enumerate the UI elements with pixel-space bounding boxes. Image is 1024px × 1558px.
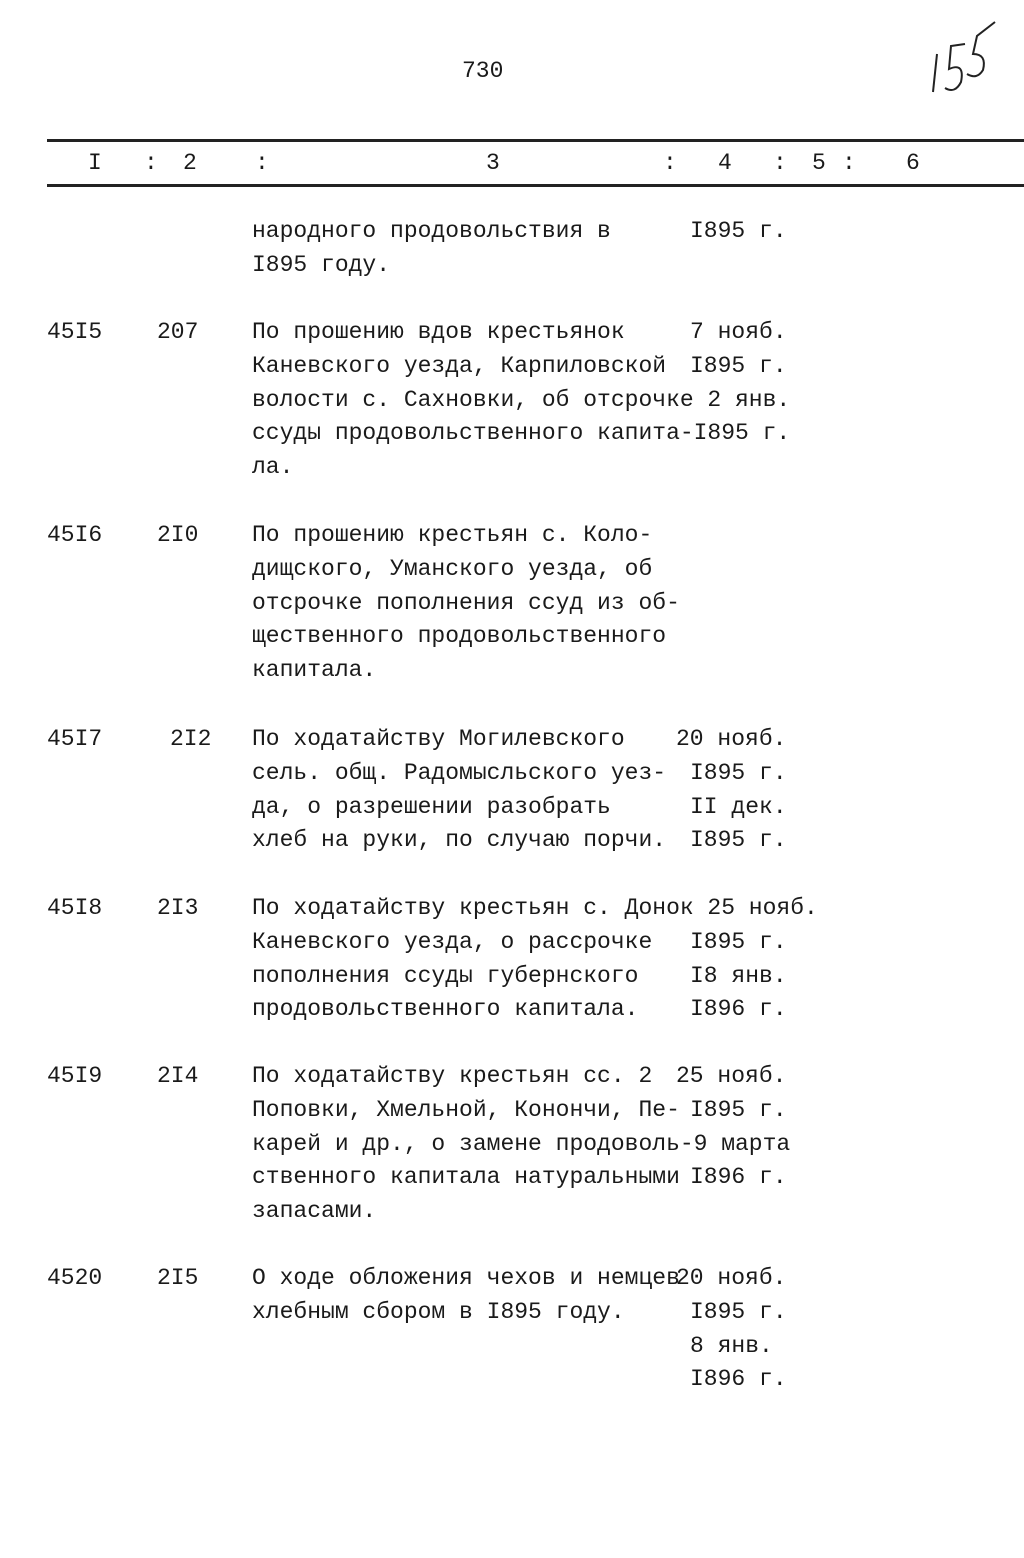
entry-date-line: II дек. xyxy=(690,793,787,820)
column-header-3: 3 xyxy=(486,150,500,176)
entry-date-line: I895 г. xyxy=(690,928,787,955)
entry-code: 2I3 xyxy=(157,895,199,921)
entry-code: 2I0 xyxy=(157,522,199,548)
entry-description-line: щественного продовольственного xyxy=(252,623,667,650)
column-header-1: I xyxy=(88,150,102,176)
entry-description-line: По ходатайству крестьян сс. 2 xyxy=(252,1063,653,1089)
entry-description-line: волости с. Сахновки, об отсрочке xyxy=(252,386,694,413)
entry-date-line: I895 г. xyxy=(690,1096,787,1123)
entry-description-line: ссуды продовольственного капита- xyxy=(252,420,694,447)
page-number: 730 xyxy=(462,58,504,84)
entry-date-line: I895 г. xyxy=(690,827,787,854)
entry-description-line: карей и др., о замене продоволь- xyxy=(252,1130,694,1157)
entry-date-line: 25 нояб. xyxy=(676,1063,787,1089)
entry-date-line: I896 г. xyxy=(690,996,787,1023)
entry-date-line: 20 нояб. xyxy=(676,726,787,752)
entry-description-line: сель. общ. Радомысльского уез- xyxy=(252,759,667,786)
entry-description-line: По прошению вдов крестьянок xyxy=(252,319,625,345)
entry-date-line: I896 г. xyxy=(690,1164,787,1191)
entry-number: 45I6 xyxy=(47,522,103,548)
entry-description-line: Каневского уезда, о рассрочке xyxy=(252,928,653,955)
entry-date-line: I895 г. xyxy=(690,759,787,786)
entry-code: 2I2 xyxy=(170,726,212,752)
column-separator: : xyxy=(255,150,269,176)
column-separator: : xyxy=(663,150,677,176)
entry-description-line: По прошению крестьян с. Коло- xyxy=(252,522,653,548)
entry-date-line: 9 марта xyxy=(693,1130,791,1157)
entry-code: 207 xyxy=(157,319,199,345)
column-header-2: 2 xyxy=(183,150,197,176)
entry-date-line: 25 нояб. xyxy=(707,895,818,921)
entry-description-line: продовольственного капитала. xyxy=(252,996,639,1023)
entry-number: 45I8 xyxy=(47,895,103,921)
entry-date-line: I895 г. xyxy=(690,1298,787,1325)
handwritten-folio-number xyxy=(925,14,1005,101)
entry-number: 45I9 xyxy=(47,1063,103,1089)
entry-date-line: I895 г. xyxy=(690,352,787,379)
entry-number: 45I5 xyxy=(47,319,103,345)
entry-description-line: да, о разрешении разобрать xyxy=(252,793,611,820)
entry-description-line: народного продовольствия в xyxy=(252,218,611,244)
entry-number: 45I7 xyxy=(47,726,103,752)
entry-date-line: I895 г. xyxy=(690,218,787,244)
entry-description-line: дищского, Уманского уезда, об xyxy=(252,555,653,582)
entry-description-line: По ходатайству крестьян с. Донок xyxy=(252,895,694,921)
column-header-6: 6 xyxy=(906,150,920,176)
entry-description-line: Каневского уезда, Карпиловской xyxy=(252,352,667,379)
handwritten-folio-signature xyxy=(925,14,1005,94)
entry-description-line: пополнения ссуды губернского xyxy=(252,962,639,989)
column-separator: : xyxy=(144,150,158,176)
entry-number: 4520 xyxy=(47,1265,103,1291)
entry-date-line: 2 янв. xyxy=(707,386,791,413)
column-header-4: 4 xyxy=(718,150,732,176)
entry-date-line: 7 нояб. xyxy=(690,319,787,345)
entry-date-line: I896 г. xyxy=(690,1366,787,1393)
column-header-5: 5 xyxy=(812,150,826,176)
entry-description-line: ла. xyxy=(252,454,294,481)
entry-description-line: Поповки, Хмельной, Конончи, Пе- xyxy=(252,1096,680,1123)
entry-description-line: хлебным сбором в I895 году. xyxy=(252,1298,625,1325)
column-separator: : xyxy=(773,150,787,176)
entry-description-line: отсрочке пополнения ссуд из об- xyxy=(252,589,680,616)
entry-date-line: 8 янв. xyxy=(690,1332,773,1359)
entry-description-line: О ходе обложения чехов и немцев xyxy=(252,1265,680,1291)
entry-description-line: I895 году. xyxy=(252,251,391,278)
entry-description-line: капитала. xyxy=(252,657,377,684)
header-top-rule xyxy=(47,139,1024,142)
entry-code: 2I4 xyxy=(157,1063,199,1089)
entry-description-line: По ходатайству Могилевского xyxy=(252,726,625,752)
header-bottom-rule xyxy=(47,184,1024,187)
entry-description-line: ственного капитала натуральными xyxy=(252,1164,680,1191)
entry-description-line: запасами. xyxy=(252,1198,377,1225)
entry-description-line: хлеб на руки, по случаю порчи. xyxy=(252,827,667,854)
entry-date-line: 20 нояб. xyxy=(676,1265,787,1291)
entry-code: 2I5 xyxy=(157,1265,199,1291)
entry-date-line: I895 г. xyxy=(693,420,791,447)
entry-date-line: I8 янв. xyxy=(690,962,787,989)
column-separator: : xyxy=(842,150,856,176)
